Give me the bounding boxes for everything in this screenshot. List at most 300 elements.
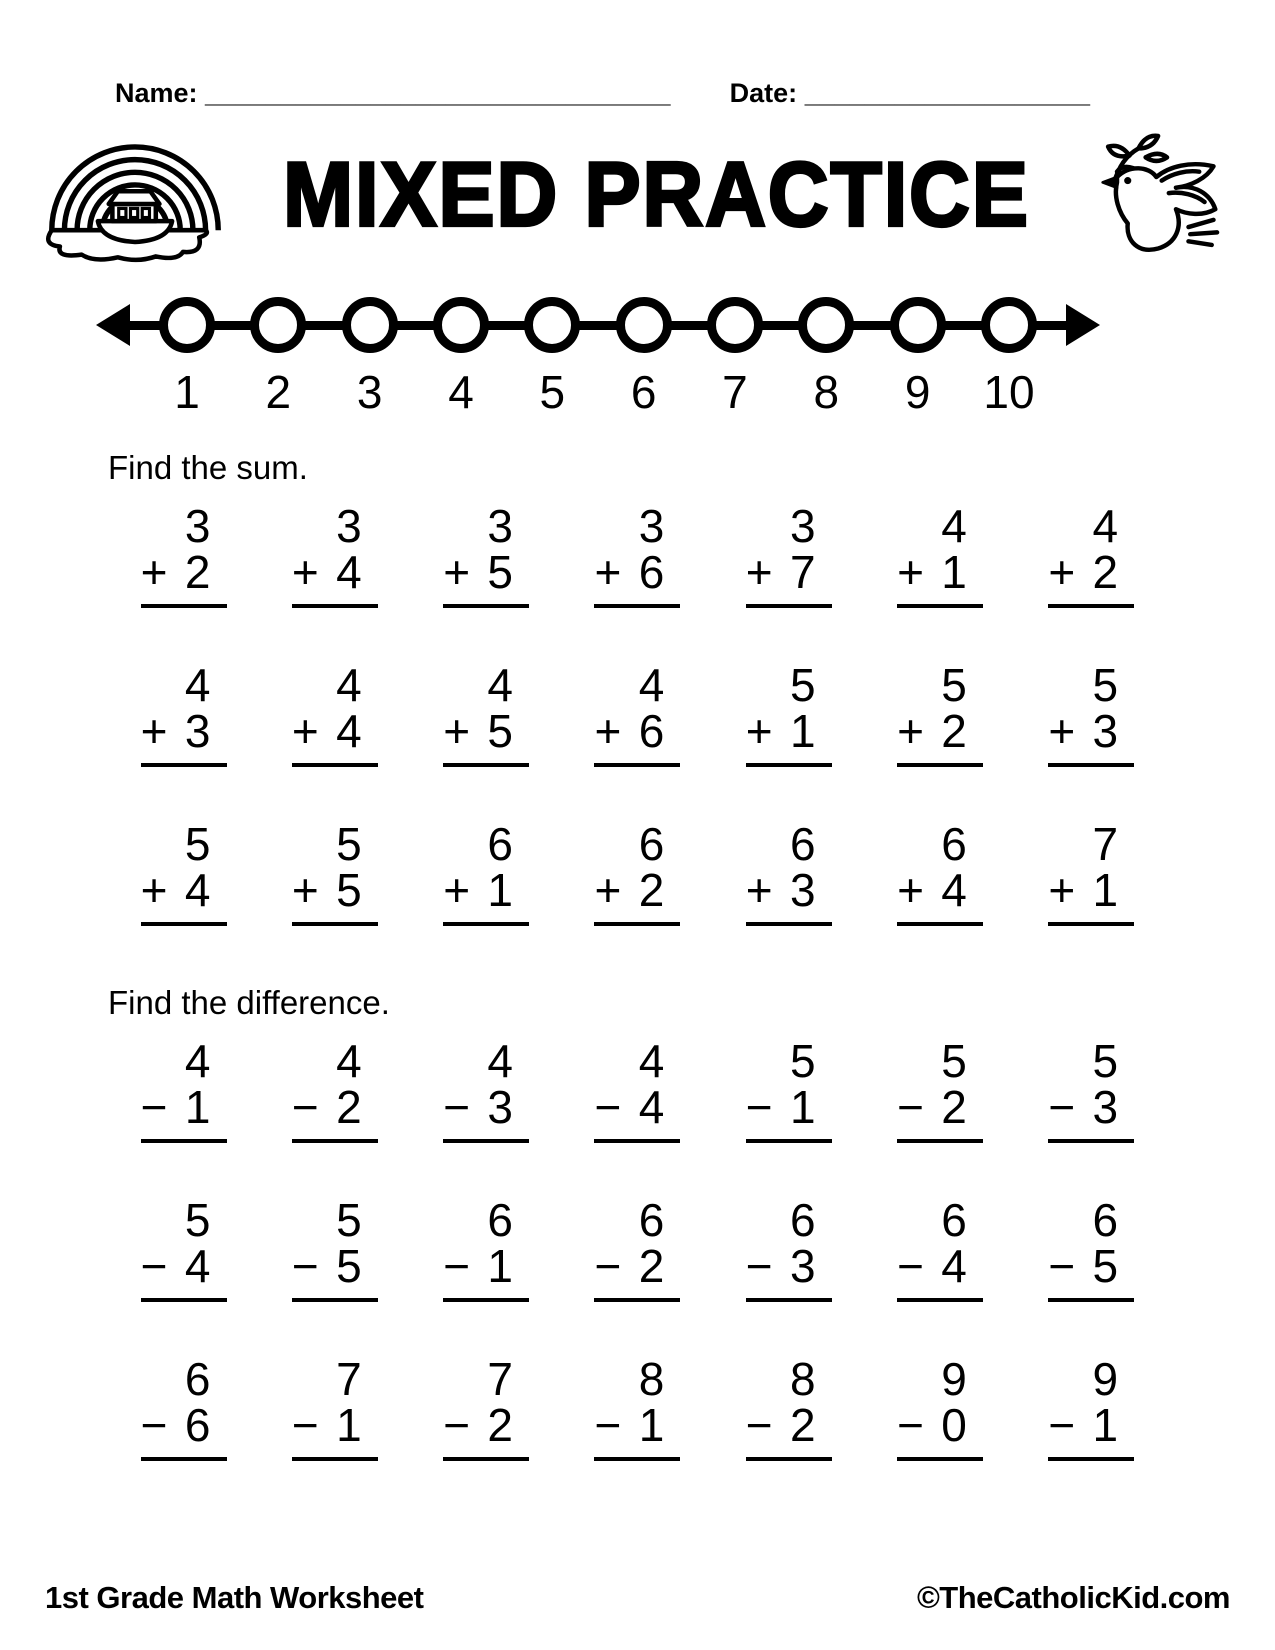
footer-copyright: ©TheCatholicKid.com: [916, 1580, 1230, 1615]
difference-problems-grid: [108, 1035, 1167, 1461]
bottom-operand: 2: [638, 1240, 665, 1292]
top-operand: 4: [184, 1035, 211, 1087]
operator-sign: +: [1048, 864, 1076, 916]
number-line-stop: [523, 297, 581, 418]
top-operand: 5: [789, 1035, 816, 1087]
operator-spacer: [594, 1197, 622, 1243]
number-line-stop: [249, 297, 307, 418]
problem-bottom-row: [443, 1240, 529, 1292]
number-line-label: 9: [904, 366, 931, 418]
operator-sign: +: [1048, 705, 1076, 757]
problem-bottom-row: [1048, 546, 1134, 598]
math-problem: [745, 1194, 832, 1302]
operator-spacer: [443, 503, 471, 549]
answer-blank-line: [443, 922, 529, 926]
operator-spacer: [141, 662, 169, 708]
bottom-operand: 2: [941, 1081, 967, 1133]
problem-top-row: [746, 1353, 832, 1405]
problem-top-row: [443, 1194, 529, 1246]
answer-blank-line: [897, 763, 983, 767]
bottom-operand: 1: [1092, 864, 1119, 916]
problem-bottom-row: [745, 546, 832, 598]
problem-bottom-row: [140, 705, 227, 757]
operator-spacer: [1048, 821, 1076, 867]
bottom-operand: 4: [184, 1240, 211, 1292]
operator-sign: +: [291, 864, 319, 916]
bottom-operand: 3: [789, 864, 816, 916]
operator-spacer: [141, 1038, 169, 1084]
problem-top-row: [292, 818, 378, 870]
problem-bottom-row: [140, 1081, 227, 1133]
answer-blank-line: [443, 1139, 529, 1143]
answer-blank-line: [292, 604, 378, 608]
operator-sign: −: [443, 1081, 471, 1133]
operator-spacer: [897, 1197, 925, 1243]
top-operand: 6: [638, 818, 665, 870]
name-label: Name:: [115, 78, 198, 108]
answer-blank-line: [897, 604, 983, 608]
bottom-operand: 4: [336, 546, 362, 598]
math-problem: [594, 1353, 680, 1461]
problem-bottom-row: [897, 1081, 983, 1133]
math-problem: [443, 1353, 529, 1461]
problem-top-row: [897, 1194, 983, 1246]
top-operand: 3: [789, 500, 816, 552]
bottom-operand: 2: [1092, 546, 1119, 598]
bottom-operand: 2: [184, 546, 211, 598]
bottom-operand: 3: [789, 1240, 816, 1292]
math-problem: [594, 500, 680, 608]
math-problem: [745, 818, 832, 926]
top-operand: 8: [789, 1353, 816, 1405]
problem-bottom-row: [594, 864, 680, 916]
math-problem: [897, 1194, 983, 1302]
operator-sign: −: [140, 1240, 168, 1292]
bottom-operand: 1: [1092, 1399, 1119, 1451]
top-operand: 4: [487, 1035, 513, 1087]
bottom-operand: 3: [1092, 1081, 1119, 1133]
number-line-stop: [432, 297, 490, 418]
bottom-operand: 5: [1092, 1240, 1119, 1292]
answer-blank-line: [746, 1457, 832, 1461]
problem-top-row: [594, 1194, 680, 1246]
problem-top-row: [141, 1194, 227, 1246]
math-problem: [897, 500, 983, 608]
answer-blank-line: [292, 922, 378, 926]
operator-sign: +: [745, 864, 773, 916]
math-problem: [594, 1035, 680, 1143]
problem-bottom-row: [443, 1081, 529, 1133]
operator-sign: −: [594, 1081, 622, 1133]
operator-sign: +: [443, 864, 471, 916]
difference-section-heading: Find the difference.: [108, 984, 390, 1021]
bottom-operand: 6: [638, 546, 665, 598]
bottom-operand: 1: [487, 864, 513, 916]
problem-bottom-row: [745, 1081, 832, 1133]
problem-top-row: [897, 659, 983, 711]
number-line-circle: [798, 297, 854, 353]
math-problem: [291, 818, 378, 926]
problem-top-row: [443, 1035, 529, 1087]
operator-sign: −: [291, 1399, 319, 1451]
bottom-operand: 0: [941, 1399, 967, 1451]
operator-spacer: [594, 503, 622, 549]
problem-bottom-row: [140, 864, 227, 916]
operator-spacer: [141, 1356, 169, 1402]
operator-spacer: [1048, 1038, 1076, 1084]
top-operand: 5: [941, 659, 967, 711]
answer-blank-line: [594, 763, 680, 767]
number-line: [158, 297, 1038, 418]
problem-bottom-row: [1048, 705, 1134, 757]
problem-bottom-row: [1048, 1081, 1134, 1133]
answer-blank-line: [141, 1139, 227, 1143]
number-line-circle: [250, 297, 306, 353]
bottom-operand: 2: [941, 705, 967, 757]
math-problem: [443, 659, 529, 767]
math-problem: [745, 500, 832, 608]
problem-top-row: [141, 659, 227, 711]
problem-bottom-row: [1048, 864, 1134, 916]
answer-blank-line: [746, 604, 832, 608]
operator-sign: +: [594, 864, 622, 916]
number-line-circle: [616, 297, 672, 353]
answer-blank-line: [897, 1457, 983, 1461]
bottom-operand: 3: [184, 705, 211, 757]
top-operand: 6: [789, 1194, 816, 1246]
number-line-label: 2: [265, 366, 292, 418]
operator-sign: −: [897, 1081, 924, 1133]
operator-spacer: [292, 1038, 320, 1084]
problem-top-row: [141, 500, 227, 552]
answer-blank-line: [594, 1457, 680, 1461]
operator-sign: +: [745, 705, 773, 757]
operator-spacer: [897, 1038, 925, 1084]
top-operand: 3: [638, 500, 665, 552]
date-field: [730, 78, 1090, 109]
number-line-circle: [433, 297, 489, 353]
math-problem: [140, 1353, 227, 1461]
problem-top-row: [746, 818, 832, 870]
operator-spacer: [1048, 1197, 1076, 1243]
problem-bottom-row: [1048, 1240, 1134, 1292]
problem-top-row: [594, 1353, 680, 1405]
operator-spacer: [746, 503, 774, 549]
answer-blank-line: [594, 1298, 680, 1302]
problem-top-row: [141, 1035, 227, 1087]
top-operand: 6: [184, 1353, 211, 1405]
math-problem: [291, 659, 378, 767]
math-problem: [1048, 818, 1134, 926]
number-line-stop: [341, 297, 399, 418]
answer-blank-line: [443, 1298, 529, 1302]
problem-bottom-row: [897, 1240, 983, 1292]
bottom-operand: 3: [1092, 705, 1119, 757]
problem-top-row: [746, 500, 832, 552]
answer-blank-line: [443, 763, 529, 767]
bottom-operand: 4: [941, 864, 967, 916]
operator-spacer: [746, 1038, 774, 1084]
math-problem: [140, 500, 227, 608]
problem-top-row: [897, 500, 983, 552]
answer-blank-line: [141, 763, 227, 767]
answer-blank-line: [443, 604, 529, 608]
number-line-circle: [890, 297, 946, 353]
operator-spacer: [1048, 1356, 1076, 1402]
problem-bottom-row: [140, 1399, 227, 1451]
answer-blank-line: [292, 763, 378, 767]
number-line-label: 8: [813, 366, 840, 418]
math-problem: [594, 818, 680, 926]
math-problem: [745, 1353, 832, 1461]
number-line-circle: [342, 297, 398, 353]
problem-top-row: [746, 659, 832, 711]
number-line-stop: [889, 297, 947, 418]
number-line-label: 10: [983, 366, 1035, 418]
math-problem: [745, 659, 832, 767]
bottom-operand: 4: [336, 705, 362, 757]
problem-bottom-row: [897, 705, 983, 757]
worksheet-header: [0, 109, 1275, 263]
math-problem: [443, 1194, 529, 1302]
bottom-operand: 2: [336, 1081, 362, 1133]
problem-top-row: [1048, 1194, 1134, 1246]
operator-spacer: [746, 1356, 774, 1402]
problem-top-row: [1048, 818, 1134, 870]
operator-spacer: [897, 662, 925, 708]
operator-sign: −: [594, 1399, 622, 1451]
operator-sign: −: [1048, 1240, 1076, 1292]
operator-spacer: [443, 821, 471, 867]
bottom-operand: 5: [336, 864, 362, 916]
answer-blank-line: [1048, 922, 1134, 926]
operator-spacer: [292, 1197, 320, 1243]
top-operand: 7: [487, 1353, 513, 1405]
operator-sign: +: [897, 546, 924, 598]
problem-bottom-row: [594, 1240, 680, 1292]
number-line-label: 4: [448, 366, 474, 418]
number-line-label: 1: [174, 366, 200, 418]
problem-top-row: [443, 1353, 529, 1405]
top-operand: 4: [941, 500, 967, 552]
problem-bottom-row: [443, 864, 529, 916]
worksheet-footer: [45, 1580, 1230, 1616]
operator-spacer: [594, 1038, 622, 1084]
number-line-label: 6: [630, 366, 657, 418]
number-line-circle: [159, 297, 215, 353]
number-line-circle: [707, 297, 763, 353]
operator-spacer: [897, 821, 925, 867]
number-line-circle: [981, 297, 1037, 353]
math-problem: [291, 1194, 378, 1302]
problem-bottom-row: [443, 1399, 529, 1451]
answer-blank-line: [292, 1298, 378, 1302]
bottom-operand: 1: [184, 1081, 211, 1133]
number-line-circle: [524, 297, 580, 353]
right-arrow-icon: [1066, 304, 1100, 346]
number-line-stop: [615, 297, 673, 418]
number-line-label: 7: [722, 366, 748, 418]
bottom-operand: 4: [941, 1240, 967, 1292]
problem-top-row: [1048, 1353, 1134, 1405]
number-line-label: 3: [356, 366, 383, 418]
bottom-operand: 4: [184, 864, 211, 916]
problem-bottom-row: [594, 1081, 680, 1133]
problem-top-row: [1048, 659, 1134, 711]
operator-spacer: [746, 1197, 774, 1243]
problem-top-row: [897, 1353, 983, 1405]
top-operand: 4: [184, 659, 211, 711]
operator-sign: −: [745, 1240, 773, 1292]
problem-bottom-row: [897, 864, 983, 916]
operator-spacer: [443, 662, 471, 708]
problem-bottom-row: [140, 1240, 227, 1292]
problem-top-row: [897, 1035, 983, 1087]
math-problem: [1048, 659, 1134, 767]
answer-blank-line: [1048, 1298, 1134, 1302]
operator-sign: +: [897, 705, 924, 757]
operator-sign: −: [1048, 1081, 1076, 1133]
top-operand: 5: [941, 1035, 967, 1087]
top-operand: 6: [941, 1194, 967, 1246]
bottom-operand: 1: [336, 1399, 362, 1451]
operator-sign: +: [1048, 546, 1076, 598]
operator-spacer: [292, 503, 320, 549]
operator-spacer: [594, 662, 622, 708]
bottom-operand: 2: [487, 1399, 513, 1451]
problem-bottom-row: [745, 1399, 832, 1451]
name-date-row: [0, 0, 1275, 109]
operator-spacer: [292, 662, 320, 708]
number-line-stop: [158, 297, 216, 418]
math-problem: [291, 1035, 378, 1143]
top-operand: 5: [336, 818, 362, 870]
operator-sign: −: [291, 1081, 319, 1133]
problem-bottom-row: [291, 1240, 378, 1292]
operator-sign: −: [140, 1081, 168, 1133]
date-blank-line: ___________________: [804, 78, 1090, 108]
top-operand: 4: [336, 659, 362, 711]
problem-top-row: [292, 1035, 378, 1087]
operator-spacer: [443, 1356, 471, 1402]
operator-sign: +: [443, 546, 471, 598]
top-operand: 5: [1092, 1035, 1119, 1087]
top-operand: 6: [1092, 1194, 1119, 1246]
problem-bottom-row: [1048, 1399, 1134, 1451]
answer-blank-line: [897, 1298, 983, 1302]
operator-spacer: [594, 1356, 622, 1402]
top-operand: 4: [487, 659, 513, 711]
bottom-operand: 5: [487, 546, 513, 598]
top-operand: 6: [487, 1194, 513, 1246]
problem-bottom-row: [594, 1399, 680, 1451]
problem-top-row: [292, 659, 378, 711]
bottom-operand: 5: [487, 705, 513, 757]
math-problem: [897, 1353, 983, 1461]
answer-blank-line: [594, 1139, 680, 1143]
top-operand: 6: [638, 1194, 665, 1246]
bottom-operand: 3: [487, 1081, 513, 1133]
operator-sign: −: [594, 1240, 622, 1292]
problem-bottom-row: [745, 1240, 832, 1292]
bottom-operand: 2: [638, 864, 665, 916]
operator-spacer: [141, 821, 169, 867]
operator-sign: +: [140, 705, 168, 757]
operator-sign: +: [594, 546, 622, 598]
top-operand: 5: [789, 659, 816, 711]
top-operand: 6: [941, 818, 967, 870]
problem-top-row: [594, 659, 680, 711]
operator-spacer: [746, 662, 774, 708]
top-operand: 3: [184, 500, 211, 552]
answer-blank-line: [1048, 604, 1134, 608]
top-operand: 3: [487, 500, 513, 552]
problem-bottom-row: [745, 705, 832, 757]
problem-top-row: [1048, 500, 1134, 552]
answer-blank-line: [1048, 1139, 1134, 1143]
top-operand: 4: [1092, 500, 1119, 552]
operator-spacer: [594, 821, 622, 867]
math-problem: [897, 659, 983, 767]
math-problem: [1048, 1194, 1134, 1302]
math-problem: [140, 1035, 227, 1143]
answer-blank-line: [443, 1457, 529, 1461]
top-operand: 7: [1092, 818, 1119, 870]
answer-blank-line: [292, 1457, 378, 1461]
bottom-operand: 1: [941, 546, 967, 598]
footer-worksheet-label: 1st Grade Math Worksheet: [45, 1580, 424, 1615]
problem-top-row: [141, 1353, 227, 1405]
problem-bottom-row: [291, 1081, 378, 1133]
bottom-operand: 1: [487, 1240, 513, 1292]
number-line-stops: [158, 297, 1038, 418]
problem-top-row: [292, 1353, 378, 1405]
answer-blank-line: [746, 1298, 832, 1302]
operator-sign: −: [140, 1399, 168, 1451]
bottom-operand: 2: [789, 1399, 816, 1451]
operator-sign: −: [443, 1399, 471, 1451]
left-arrow-icon: [96, 304, 130, 346]
math-problem: [291, 500, 378, 608]
problem-bottom-row: [443, 705, 529, 757]
top-operand: 5: [336, 1194, 362, 1246]
bottom-operand: 5: [336, 1240, 362, 1292]
operator-spacer: [897, 503, 925, 549]
operator-spacer: [443, 1038, 471, 1084]
problem-top-row: [594, 500, 680, 552]
operator-sign: −: [745, 1399, 773, 1451]
problem-top-row: [897, 818, 983, 870]
math-problem: [443, 818, 529, 926]
answer-blank-line: [141, 1457, 227, 1461]
math-problem: [140, 818, 227, 926]
operator-spacer: [1048, 503, 1076, 549]
worksheet-title: MIXED PRACTICE: [283, 143, 1030, 245]
operator-spacer: [292, 1356, 320, 1402]
operator-sign: −: [897, 1399, 924, 1451]
answer-blank-line: [746, 763, 832, 767]
answer-blank-line: [292, 1139, 378, 1143]
problem-bottom-row: [140, 546, 227, 598]
top-operand: 4: [638, 659, 665, 711]
problem-bottom-row: [594, 546, 680, 598]
problem-top-row: [443, 659, 529, 711]
math-problem: [443, 1035, 529, 1143]
top-operand: 3: [336, 500, 362, 552]
top-operand: 8: [638, 1353, 665, 1405]
problem-bottom-row: [291, 546, 378, 598]
dove-olive-branch-illustration: [1083, 127, 1235, 261]
